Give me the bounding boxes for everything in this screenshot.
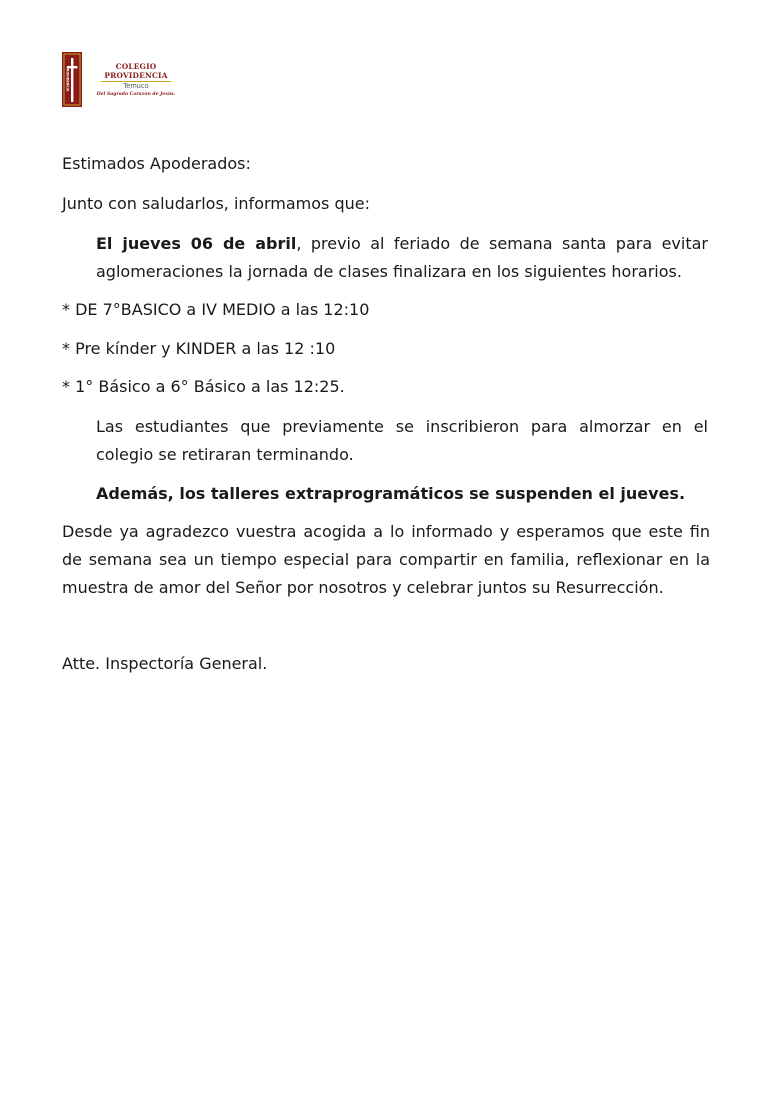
- logo-name-line1: COLEGIO: [115, 62, 157, 71]
- logo-city: Temuco: [101, 81, 171, 91]
- greeting: Estimados Apoderados:: [62, 154, 251, 173]
- school-logo: [62, 50, 182, 110]
- cross-emblem-icon: [62, 52, 82, 107]
- notice-paragraph: [96, 230, 708, 286]
- schedule-item: * DE 7°BASICO a IV MEDIO a las 12:10: [62, 300, 370, 319]
- notice-text: , previo al feriado de semana santa para evitar aglomeraciones la jornada de clases finalizara en los siguientes horarios.: [96, 234, 708, 281]
- logo-motto: Del Sagrado Corazón de Jesús.: [96, 92, 176, 97]
- intro-line: Junto con saludarlos, informamos que:: [62, 194, 370, 213]
- logo-name-line2: PROVIDENCIA: [104, 71, 168, 80]
- signature: Atte. Inspectoría General.: [62, 654, 268, 673]
- schedule-item: * 1° Básico a 6° Básico a las 12:25.: [62, 377, 345, 396]
- logo-wordmark: [86, 62, 186, 98]
- schedule-item: * Pre kínder y KINDER a las 12 :10: [62, 339, 336, 358]
- notice-date: El jueves 06 de abril: [96, 234, 297, 253]
- lunch-note: Las estudiantes que previamente se inscribieron para almorzar en el colegio se retiraran terminando.: [96, 417, 708, 464]
- workshops-note: Además, los talleres extraprogramáticos se suspenden el jueves.: [96, 484, 686, 503]
- closing-paragraph: Desde ya agradezco vuestra acogida a lo informado y esperamos que este fin de semana sea un tiempo especial para compartir en familia, reflexionar en la muestra de amor del Señor por nosotros y celebrar juntos su Resurrección.: [62, 522, 710, 597]
- svg-text:PROVIDENCIA: PROVIDENCIA: [65, 66, 70, 92]
